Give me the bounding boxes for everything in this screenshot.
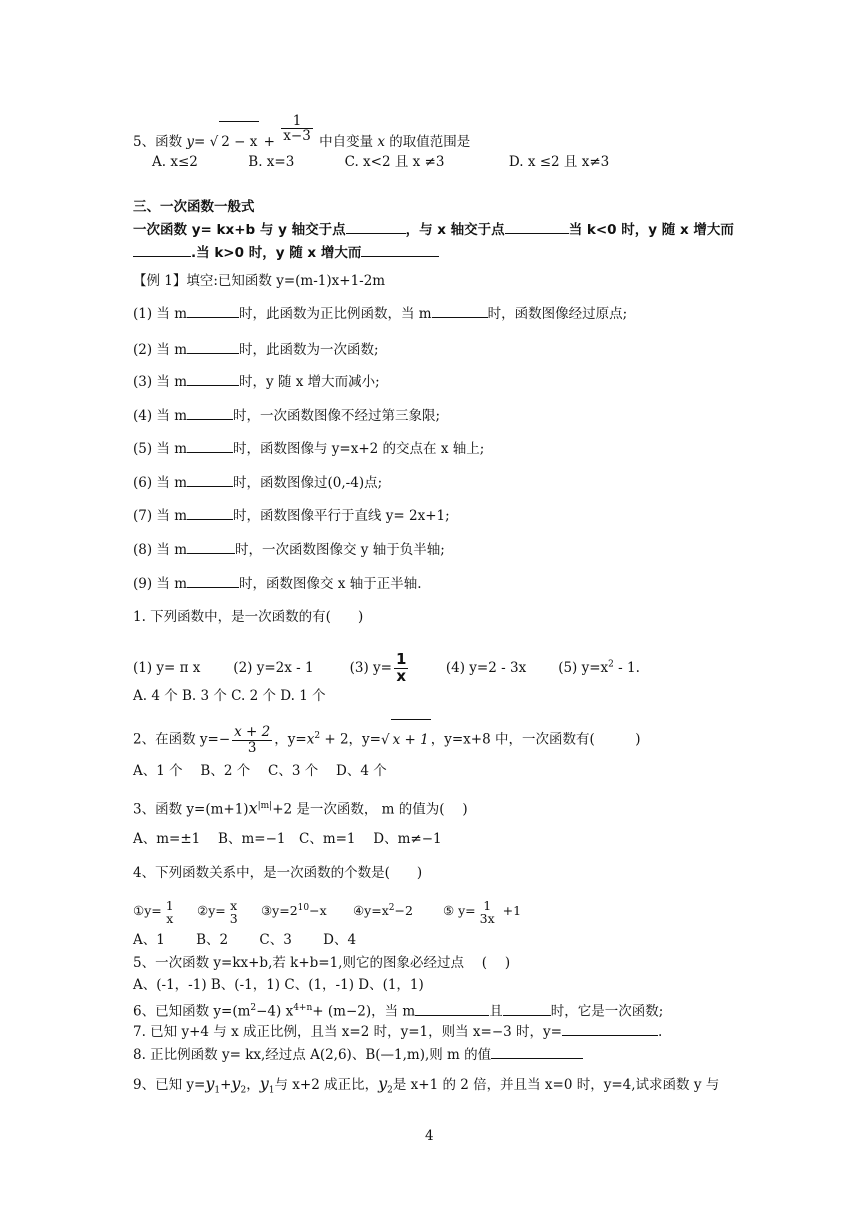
item-5 bbox=[133, 438, 484, 459]
exponent: 2 bbox=[250, 1003, 257, 1013]
page-number: 4 bbox=[425, 1128, 434, 1144]
blank bbox=[415, 1001, 489, 1016]
p3-answers: A、m=±1 B、m=−1 C、m=1 D、m≠−1 bbox=[133, 831, 442, 847]
exponent: 10 bbox=[297, 903, 310, 913]
q5-option-b: B. x=3 bbox=[248, 154, 295, 170]
item-9 bbox=[133, 573, 422, 594]
item-label: (6) 当 m bbox=[133, 475, 188, 491]
p4-o1a: ①y= bbox=[133, 903, 162, 919]
item-2 bbox=[133, 339, 379, 360]
item-text: 时，一次函数图像交 y 轴于负半轴; bbox=[235, 542, 445, 558]
frac-num: x + 2 bbox=[234, 724, 271, 741]
blank bbox=[187, 438, 233, 453]
exponent: 2 bbox=[388, 903, 395, 913]
var-x: x bbox=[306, 731, 315, 748]
p6-a: 6、已知函数 y=(m bbox=[133, 1003, 251, 1020]
p2-question bbox=[133, 716, 641, 760]
blank bbox=[562, 1021, 658, 1036]
p3-b: +2 是一次函数， m 的值为( ) bbox=[272, 801, 468, 818]
p1-option-2: (2) y=2x - 1 bbox=[233, 659, 314, 676]
fraction-1-over-x-3 bbox=[281, 114, 313, 143]
fraction bbox=[228, 899, 240, 925]
item-text: 时，此函数为一次函数; bbox=[239, 342, 379, 358]
comma: ， bbox=[246, 1077, 260, 1093]
q5-suffix-a: 中自变量 bbox=[319, 134, 374, 151]
p2-answers: A、1 个 B、2 个 C、3 个 D、4 个 bbox=[133, 763, 387, 779]
blank bbox=[133, 242, 191, 257]
blank bbox=[346, 219, 406, 234]
fraction-1-over-x bbox=[394, 649, 408, 685]
p2-c: ，y= bbox=[348, 731, 381, 748]
sqrt-sign: √ bbox=[209, 134, 219, 151]
p6-c: + (m−2)，当 m bbox=[312, 1003, 416, 1020]
item-label: (2) 当 m bbox=[133, 342, 188, 358]
p6-d: 且 bbox=[489, 1003, 503, 1020]
plus: + bbox=[263, 134, 275, 151]
sqrt-body: 2 − x bbox=[219, 121, 259, 162]
blank bbox=[187, 573, 239, 588]
p6-e: 时，它是一次函数; bbox=[550, 1003, 664, 1020]
p4-o5b: +1 bbox=[502, 903, 522, 919]
item-label: (4) 当 m bbox=[133, 408, 188, 424]
var-y1: y bbox=[205, 1074, 215, 1093]
item-text: 时，函数图像交 x 轴于正半轴. bbox=[239, 576, 422, 592]
p9-question bbox=[133, 1074, 719, 1101]
p4-o3b: −x bbox=[309, 903, 327, 919]
p3-question bbox=[133, 796, 468, 820]
item-7 bbox=[133, 505, 450, 526]
sqrt-sign: √ bbox=[381, 731, 390, 748]
blank bbox=[187, 472, 233, 487]
blank bbox=[187, 339, 239, 354]
subscript: 2 bbox=[387, 1085, 393, 1096]
p4-o4b: −2 bbox=[394, 903, 413, 919]
general-l1a: 一次函数 y= kx+b 与 y 轴交于点 bbox=[133, 222, 346, 238]
exponent-abs-m: |m| bbox=[257, 801, 273, 811]
p4-options bbox=[133, 888, 521, 931]
var-y2: y bbox=[378, 1074, 388, 1093]
item-1 bbox=[133, 303, 627, 324]
p4-o4a: ④y=x bbox=[352, 903, 389, 919]
blank bbox=[432, 303, 488, 318]
p4-o3a: ③y=2 bbox=[260, 903, 298, 919]
item-6 bbox=[133, 472, 382, 493]
section-title: 三、一次函数一般式 bbox=[133, 199, 255, 215]
exponent: 2 bbox=[608, 659, 614, 669]
p4-option-5 bbox=[442, 897, 522, 926]
p1-option-5-a: (5) y=x bbox=[558, 659, 609, 676]
item-label: (1) 当 m bbox=[133, 306, 188, 322]
blank bbox=[187, 303, 239, 318]
blank bbox=[187, 539, 235, 554]
item-text-2: 时，函数图像经过原点; bbox=[487, 306, 628, 322]
general-line-1 bbox=[133, 219, 734, 240]
p7-question bbox=[133, 1021, 662, 1042]
p9-d: 是 x+1 的 2 倍，并且当 x=0 时，y=4,试求函数 y 与 bbox=[392, 1077, 720, 1093]
q5-options bbox=[152, 152, 609, 172]
blank bbox=[503, 1001, 551, 1016]
frac-num: 1 bbox=[165, 897, 174, 913]
frac-den: x bbox=[396, 666, 407, 685]
plus: + bbox=[220, 1077, 232, 1093]
item-3 bbox=[133, 371, 380, 392]
frac-num: x bbox=[230, 897, 238, 913]
q5-option-d: D. x ≤2 且 x≠3 bbox=[508, 154, 610, 170]
q5-prefix: 5、函数 bbox=[133, 134, 183, 151]
var-x: x bbox=[377, 134, 385, 151]
p3-a: 3、函数 y=(m+1) bbox=[133, 801, 249, 818]
p4-o5a: ⑤ y= bbox=[442, 903, 476, 919]
general-l2b: .当 k>0 时，y 随 x 增大而 bbox=[191, 245, 362, 261]
p1-option-3-lhs: (3) y= bbox=[349, 659, 392, 676]
p9-a: 9、已知 y= bbox=[133, 1077, 206, 1093]
var-x: x bbox=[248, 798, 258, 818]
var-y: y bbox=[186, 134, 195, 151]
exponent: 2 bbox=[314, 731, 321, 741]
fraction bbox=[164, 899, 176, 925]
p4-o2a: ②y= bbox=[196, 903, 226, 919]
p1-option-5 bbox=[558, 660, 640, 676]
p7-a: 7. 已知 y+4 与 x 成正比例，且当 x=2 时，y=1，则当 x=−3 时，y= bbox=[133, 1024, 562, 1040]
frac-num: 1 bbox=[483, 897, 492, 913]
p2-a: 2、在函数 y=− bbox=[133, 731, 231, 748]
subscript: 1 bbox=[214, 1085, 221, 1096]
p9-c: 与 x+2 成正比， bbox=[274, 1077, 379, 1093]
frac-den: 3 bbox=[229, 910, 238, 926]
general-l1b: ，与 x 轴交于点 bbox=[405, 222, 505, 238]
blank bbox=[491, 1044, 583, 1059]
blank bbox=[361, 242, 439, 257]
blank bbox=[187, 505, 233, 520]
item-text: 时，y 随 x 增大而减小; bbox=[239, 374, 380, 390]
p4-option-4 bbox=[353, 888, 439, 931]
item-label: (7) 当 m bbox=[133, 508, 188, 524]
item-label: (8) 当 m bbox=[133, 542, 188, 558]
item-text: 时，函数图像过(0,-4)点; bbox=[233, 475, 383, 491]
var-y1: y bbox=[259, 1074, 269, 1093]
p5-answers: A、(-1，-1) B、(-1，1) C、(1，-1) D、(1，1) bbox=[133, 977, 424, 993]
var-y2: y bbox=[231, 1074, 241, 1093]
frac-num: 1 bbox=[395, 649, 407, 668]
general-line-2 bbox=[133, 242, 439, 263]
p2-bp: + 2 bbox=[320, 731, 349, 748]
general-l1c: 当 k<0 时，y 随 x 增大而 bbox=[568, 222, 734, 238]
p5-question: 5、一次函数 y=kx+b,若 k+b=1,则它的图象必经过点 ( ) bbox=[133, 955, 511, 971]
frac-num: 1 bbox=[281, 114, 313, 129]
item-text: 时，此函数为正比例函数，当 m bbox=[239, 306, 432, 322]
item-text: 时，函数图像与 y=x+2 的交点在 x 轴上; bbox=[233, 441, 485, 457]
p1-option-4: (4) y=2 - 3x bbox=[445, 659, 527, 676]
q5-suffix-b: 的取值范围是 bbox=[389, 134, 471, 151]
fraction bbox=[478, 899, 497, 925]
subscript: 1 bbox=[268, 1085, 275, 1096]
p1-option-5-b: - 1. bbox=[613, 659, 640, 676]
p8-a: 8. 正比例函数 y= kx,经过点 A(2,6)、B(—1,m),则 m 的值 bbox=[133, 1047, 492, 1063]
item-label: (3) 当 m bbox=[133, 374, 188, 390]
blank bbox=[187, 405, 233, 420]
p2-b: ，y= bbox=[274, 731, 307, 748]
item-label: (9) 当 m bbox=[133, 576, 188, 592]
p1-option-3 bbox=[350, 648, 442, 688]
q5-option-c: C. x<2 且 x ≠3 bbox=[344, 154, 445, 170]
p1-options bbox=[133, 644, 640, 688]
example-1: 【例 1】填空:已知函数 y=(m-1)x+1-2m bbox=[133, 273, 386, 289]
p4-answers: A、1 B、2 C、3 D、4 bbox=[133, 932, 357, 948]
p1-option-1: (1) y= π x bbox=[133, 659, 201, 676]
frac-den: 3x bbox=[479, 910, 495, 926]
p4-option-1 bbox=[133, 891, 193, 931]
p1-answers: A. 4 个 B. 3 个 C. 2 个 D. 1 个 bbox=[133, 688, 326, 704]
p4-option-2 bbox=[197, 891, 257, 931]
p8-question bbox=[133, 1044, 583, 1065]
p6-b: −4) x bbox=[256, 1003, 294, 1020]
p2-d: ，y=x+8 中，一次函数有( ) bbox=[430, 731, 641, 748]
q5-option-a: A. x≤2 bbox=[152, 154, 198, 170]
fraction-x-plus-2-over-3 bbox=[232, 725, 272, 754]
sqrt-body: x + 1 bbox=[391, 719, 431, 760]
item-8 bbox=[133, 539, 445, 560]
exponent: 4+n bbox=[293, 1003, 313, 1013]
item-label: (5) 当 m bbox=[133, 441, 188, 457]
frac-den: x−3 bbox=[283, 128, 311, 145]
p4-question: 4、下列函数关系中，是一次函数的个数是( ) bbox=[133, 865, 423, 881]
blank bbox=[187, 371, 239, 386]
p7-b: . bbox=[657, 1024, 663, 1040]
p6-question bbox=[133, 998, 663, 1022]
p4-option-3 bbox=[261, 888, 349, 931]
p1-question: 1. 下列函数中，是一次函数的有( ) bbox=[133, 609, 364, 625]
frac-den: 3 bbox=[247, 739, 257, 756]
subscript: 2 bbox=[240, 1085, 247, 1096]
eq: = bbox=[194, 134, 206, 151]
item-4 bbox=[133, 405, 440, 426]
item-text: 时，一次函数图像不经过第三象限; bbox=[233, 408, 441, 424]
frac-den: x bbox=[166, 910, 174, 926]
item-text: 时，函数图像平行于直线 y= 2x+1; bbox=[233, 508, 450, 524]
blank bbox=[505, 219, 569, 234]
